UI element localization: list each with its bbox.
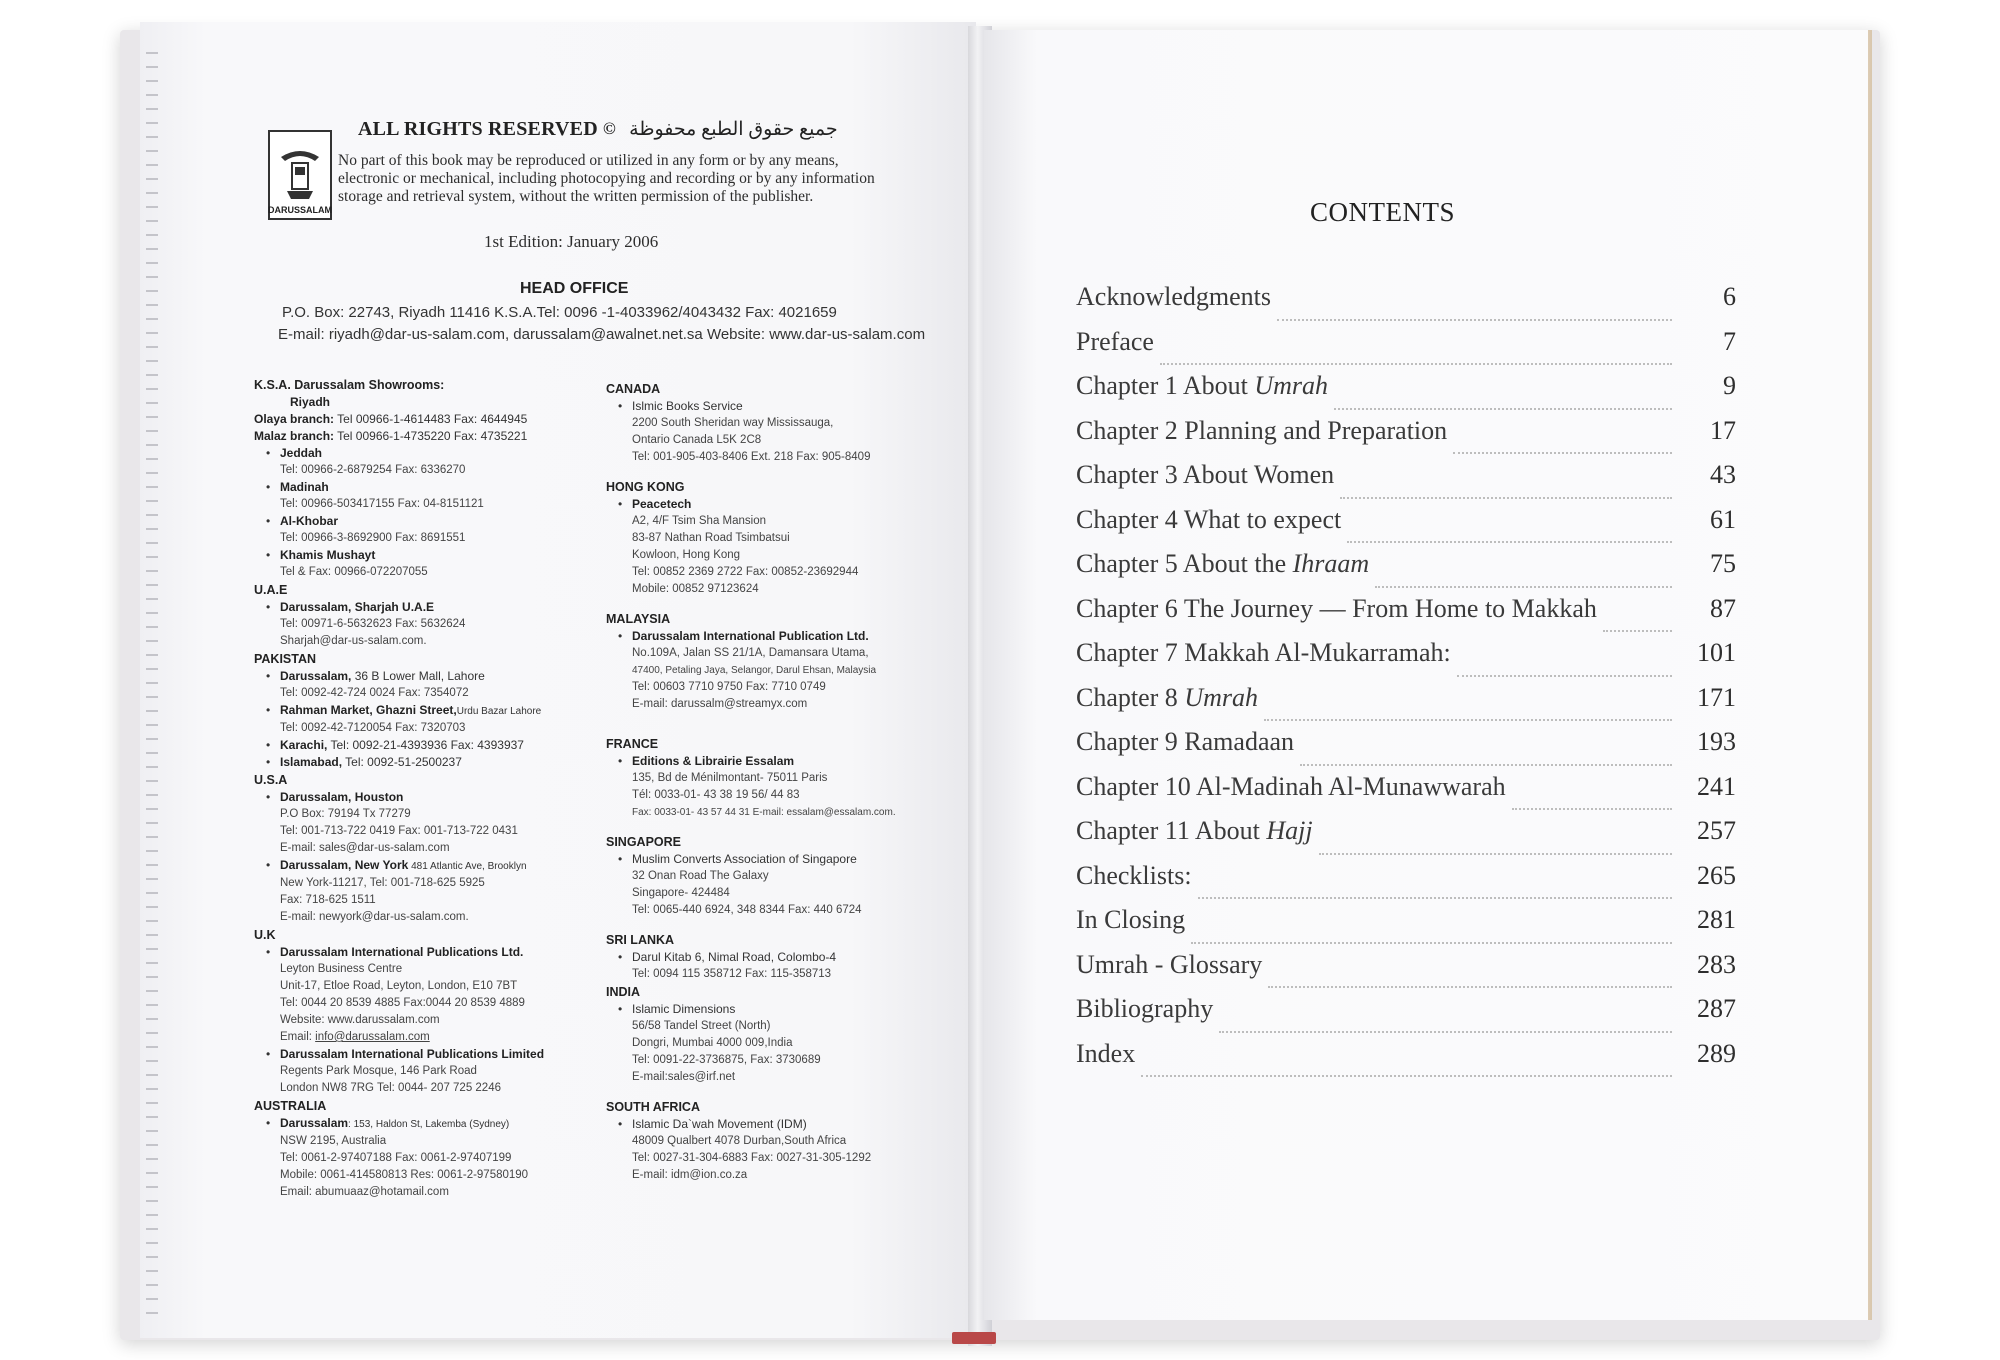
entry-name: Rahman Market, Ghazni Street, [280,703,457,717]
toc-leader-dots [1603,630,1672,632]
entry-detail: Tel: 0061-2-97407188 Fax: 0061-2-97407199 [280,1152,512,1164]
entry-detail: Dongri, Mumbai 4000 009,India [632,1037,793,1049]
olaya-branch [254,411,594,428]
entry-detail: NSW 2195, Australia [280,1135,387,1147]
entry-detail: 83-87 Nathan Road Tsimbatsui [632,532,790,544]
entry-name: Khamis Mushayt [280,548,376,562]
toc-leader-dots [1375,586,1672,588]
region-malaysia: MALAYSIA [606,612,671,626]
malaz-label: Malaz branch: [254,429,335,443]
entry-houston [254,789,594,857]
entry-detail: A2, 4/F Tsim Sha Mansion [632,515,767,527]
entry-address: 481 Atlantic Ave, Brooklyn [408,861,527,872]
entry-name: Karachi, [280,738,328,752]
toc-entry[interactable] [1076,460,1736,505]
arabic-rights-text: جميع حقوق الطبع محفوظة [629,119,838,140]
entry-name: Islmic Books Service [632,399,743,413]
toc-title-text: Checklists: [1076,860,1192,890]
toc-leader-dots [1457,675,1672,677]
entry-detail: 2200 South Sheridan way Mississauga, [632,417,834,429]
toc-entry-title [1076,905,1185,935]
toc-title-text: Chapter 9 Ramadaan [1076,727,1295,756]
entry-detail: Ontario Canada L5K 2C8 [632,434,762,446]
table-of-contents [1076,282,1736,1083]
entry-detail: Tel: 0027-31-304-6883 Fax: 0027-31-305-1292 [632,1152,872,1164]
entry-detail: Tel: 0092-51-2500237 [342,755,462,769]
toc-page-number: 257 [1697,816,1736,845]
toc-entry[interactable] [1076,638,1736,683]
toc-title-text: Chapter 3 About Women [1076,460,1335,489]
toc-title-text: Chapter 6 The Journey — From Home to Makkah [1076,593,1597,623]
entry-malaysia [606,628,936,713]
region-australia: AUSTRALIA [254,1099,327,1113]
entry-hongkong [606,496,936,598]
entry-detail: Tel: 00966-3-8692900 Fax: 8691551 [280,532,466,544]
entry-madinah [254,479,594,513]
toc-entry[interactable] [1076,1039,1736,1084]
entry-uk-limited [254,1046,594,1097]
logo-label: DARUSSALAM [268,205,332,215]
entry-detail: P.O Box: 79194 Tx 77279 [280,808,411,820]
head-office-email: E-mail: riyadh@dar-us-salam.com, darussalam@awalnet.net.sa Website: www.dar-us-salam.com [278,326,926,343]
entry-name: Darussalam [280,1116,349,1130]
toc-leader-dots [1191,942,1672,944]
toc-title-text: Chapter 7 Makkah Al-Mukarramah: [1076,638,1451,667]
toc-entry[interactable] [1076,327,1736,372]
entry-detail: Tel & Fax: 00966-072207055 [280,566,428,578]
notice-line: No part of this book may be reproduced or utilized in any form or by any means, [338,152,839,169]
toc-entry[interactable] [1076,994,1736,1039]
entry-detail: Tel: 0065-440 6924, 348 8344 Fax: 440 6724 [632,904,862,916]
entry-name: Darussalam, New York [280,858,409,872]
olaya-label: Olaya branch: [254,412,335,426]
toc-entry-title [1076,371,1328,401]
entry-sharjah [254,599,594,650]
region-india: INDIA [606,985,641,999]
entry-name: Madinah [280,480,329,494]
region-hongkong: HONG KONG [606,480,685,494]
rights-reserved [358,118,838,141]
toc-title-text: Umrah - Glossary [1076,949,1263,979]
entry-karachi [254,737,594,754]
toc-page-number: 241 [1697,771,1736,801]
region-canada: CANADA [606,382,661,396]
toc-leader-dots [1160,363,1672,365]
entry-detail: Tel: 001-713-722 0419 Fax: 001-713-722 0431 [280,825,518,837]
region-ksa: K.S.A. Darussalam Showrooms: [254,378,445,392]
entry-detail: Tel: 00852 2369 2722 Fax: 00852-23692944 [632,566,859,578]
region-france: FRANCE [606,737,659,751]
notice-line: storage and retrieval system, without the written permission of the publisher. [338,188,814,205]
entry-detail: Mobile: 0061-414580813 Res: 0061-2-97580190 [280,1169,529,1181]
toc-entry[interactable] [1076,594,1736,639]
entry-srilanka [606,949,936,983]
logo-emblem-icon [275,145,325,205]
toc-page-number: 87 [1710,593,1736,623]
toc-entry[interactable] [1076,950,1736,995]
toc-entry-title [1076,460,1334,490]
toc-entry[interactable] [1076,905,1736,950]
copyright-notice [338,152,918,206]
toc-page-number: 43 [1710,460,1736,489]
toc-title-italic: Hajj [1266,816,1313,845]
entry-email [280,1029,594,1046]
toc-title-italic: Umrah [1184,682,1258,712]
entry-detail: Tel: 0044 20 8539 4885 Fax:0044 20 8539 4889 [280,997,525,1009]
entry-detail: 56/58 Tandel Street (North) [632,1020,771,1032]
region-southafrica: SOUTH AFRICA [606,1100,700,1114]
toc-entry-title [1076,727,1294,757]
toc-entry-title [1076,638,1451,668]
toc-entry[interactable] [1076,416,1736,461]
toc-entry[interactable] [1076,505,1736,550]
toc-entry-title [1076,816,1313,846]
entry-detail: 135, Bd de Ménilmontant- 75011 Paris [632,772,828,784]
toc-entry-title [1076,549,1369,579]
toc-title-text: Chapter 1 About [1076,371,1255,400]
entry-detail: 47400, Petaling Jaya, Selangor, Darul Ehsan, Malaysia [632,665,877,676]
entry-name: Darussalam International Publications Limited [280,1047,545,1061]
toc-title-text: Bibliography [1076,994,1214,1023]
address-column-left [254,376,594,1201]
region-uk: U.K [254,928,276,942]
entry-detail: Tel: 0091-22-3736875, Fax: 3730689 [632,1054,821,1066]
entry-email: E-mail: newyork@dar-us-salam.com. [280,911,469,923]
entry-name: Islamic Da`wah Movement (IDM) [632,1117,807,1131]
entry-southafrica [606,1116,936,1184]
entry-alkhobar [254,513,594,547]
entry-singapore [606,851,936,919]
toc-entry-title [1076,861,1192,891]
address-column-right [606,380,936,1184]
entry-email: E-mail:sales@irf.net [632,1071,736,1083]
entry-detail: Tel: 00971-6-5632623 Fax: 5632624 [280,618,466,630]
entry-detail: Leyton Business Centre [280,963,403,975]
toc-leader-dots [1300,764,1672,766]
toc-page-number: 61 [1710,504,1736,534]
malaz-branch [254,428,594,445]
entry-email: Sharjah@dar-us-salam.com. [280,635,427,647]
entry-name: Jeddah [280,446,323,460]
edition-text: 1st Edition: January 2006 [484,232,659,251]
toc-leader-dots [1340,497,1672,499]
toc-page-number: 9 [1723,371,1736,400]
toc-page-number: 281 [1697,905,1736,934]
entry-name: Al-Khobar [280,514,338,528]
toc-leader-dots [1219,1031,1672,1033]
entry-detail: Tel: 00966-503417155 Fax: 04-8151121 [280,498,484,510]
toc-page-number: 287 [1697,994,1736,1023]
toc-entry-title [1076,1039,1135,1069]
toc-page-number: 289 [1697,1038,1736,1068]
entry-detail: Singapore- 424484 [632,887,730,899]
entry-name: Darul Kitab 6, Nimal Road, Colombo-4 [632,950,837,964]
entry-name: Islamic Dimensions [632,1002,736,1016]
toc-entry[interactable] [1076,549,1736,594]
toc-leader-dots [1264,719,1672,721]
toc-entry-title [1076,282,1271,312]
entry-india [606,1001,936,1086]
entry-website: Website: www.darussalam.com [280,1014,440,1026]
toc-title-text: Chapter 4 What to expect [1076,504,1342,534]
toc-entry-title [1076,683,1258,713]
toc-title-text: Chapter 10 Al-Madinah Al-Munawwarah [1076,771,1506,801]
entry-address: Urdu Bazar Lahore [456,706,542,717]
entry-name: Darussalam International Publications Ltd. [280,945,524,959]
toc-leader-dots [1141,1075,1672,1077]
entry-islamabad [254,754,594,771]
toc-entry-title [1076,772,1506,802]
entry-canada [606,398,936,466]
malaz-phone: Tel 00966-1-4735220 Fax: 4735221 [334,429,528,443]
toc-page-number: 193 [1697,727,1736,756]
entry-uk-ltd [254,944,594,1046]
entry-name: Editions & Librairie Essalam [632,754,795,768]
entry-email: E-mail: darussalm@streamyx.com [632,698,808,710]
toc-leader-dots [1347,541,1672,543]
toc-leader-dots [1268,986,1672,988]
email-link[interactable]: info@darussalam.com [315,1031,430,1043]
entry-newyork [254,857,594,926]
entry-france [606,753,936,821]
entry-name: Darussalam International Publication Ltd. [632,629,869,643]
toc-leader-dots [1277,319,1672,321]
region-singapore: SINGAPORE [606,835,682,849]
toc-entry[interactable] [1076,371,1736,416]
entry-detail: Tel: 001-905-403-8406 Ext. 218 Fax: 905-8409 [632,451,871,463]
city-riyadh: Riyadh [290,395,331,409]
toc-title-text: Chapter 5 About the [1076,549,1293,578]
entry-detail: Tel: 0092-42-7120054 Fax: 7320703 [280,722,466,734]
entry-detail: Mobile: 00852 97123624 [632,583,759,595]
entry-detail: Regents Park Mosque, 146 Park Road [280,1065,477,1077]
copyright-symbol: © [603,119,616,138]
entry-email: Email: abumuaaz@hotamail.com [280,1186,449,1198]
entry-detail: Tel: 0094 115 358712 Fax: 115-358713 [632,968,832,980]
entry-detail: Tél: 0033-01- 43 38 19 56/ 44 83 [632,789,800,801]
toc-entry[interactable] [1076,683,1736,728]
notice-line: electronic or mechanical, including photocopying and recording or by any information [338,170,875,187]
toc-title-text: Acknowledgments [1076,282,1271,311]
entry-address: 36 B Lower Mall, Lahore [351,669,485,683]
entry-detail: Tel: 00603 7710 9750 Fax: 7710 0749 [632,681,826,693]
entry-detail: Tel: 00966-2-6879254 Fax: 6336270 [280,464,466,476]
toc-leader-dots [1453,452,1672,454]
entry-detail: No.109A, Jalan SS 21/1A, Damansara Utama, [632,647,869,659]
toc-entry-title [1076,505,1341,535]
toc-entry-title [1076,994,1213,1024]
entry-email: E-mail: idm@ion.co.za [632,1169,748,1181]
toc-page-number: 171 [1697,682,1736,712]
entry-detail: Tel: 0092-21-4393936 Fax: 4393937 [327,738,524,752]
entry-name: Darussalam, Houston [280,790,404,804]
toc-entry-title [1076,327,1154,357]
toc-page-number: 17 [1710,415,1736,445]
toc-leader-dots [1512,808,1672,810]
toc-title-text: Preface [1076,326,1154,356]
toc-title-italic: Ihraam [1292,549,1370,578]
entry-detail: Fax: 0033-01- 43 57 44 31 E-mail: essalam@essalam.com. [632,807,896,818]
entry-name: Islamabad, [280,755,343,769]
toc-entry[interactable] [1076,861,1736,906]
toc-entry-title [1076,950,1262,980]
contents-title: CONTENTS [1310,197,1455,227]
region-pakistan: PAKISTAN [254,652,317,666]
region-usa: U.S.A [254,773,288,787]
darussalam-logo-icon [268,130,332,220]
toc-title-text: Chapter 8 [1076,682,1185,712]
toc-title-text: Chapter 11 About [1076,816,1267,845]
olaya-phone: Tel 00966-1-4614483 Fax: 4644945 [334,412,528,426]
toc-page-number: 101 [1697,638,1736,667]
toc-entry[interactable] [1076,772,1736,817]
binding-stitches [146,40,158,1320]
entry-address: : 153, Haldon St, Lakemba (Sydney) [348,1119,510,1130]
rights-text: ALL RIGHTS RESERVED [358,118,598,140]
bookmark-ribbon [952,1332,996,1344]
entry-detail: Tel: 0092-42-724 0024 Fax: 7354072 [280,687,469,699]
entry-jeddah [254,445,594,479]
toc-title-italic: Umrah [1254,371,1329,400]
toc-page-number: 75 [1710,549,1736,578]
toc-page-number: 265 [1697,860,1736,890]
toc-page-number: 283 [1697,949,1736,979]
region-srilanka: SRI LANKA [606,933,675,947]
toc-title-text: In Closing [1076,905,1186,934]
toc-entry[interactable] [1076,727,1736,772]
entry-detail: New York-11217, Tel: 001-718-625 5925 [280,877,485,889]
toc-leader-dots [1334,408,1672,410]
entry-rahman [254,702,594,737]
toc-leader-dots [1319,853,1672,855]
toc-page-number: 6 [1723,282,1736,311]
entry-detail: Fax: 718-625 1511 [280,894,376,906]
region-uae: U.A.E [254,583,288,597]
toc-title-text: Index [1076,1038,1136,1068]
entry-australia [254,1115,594,1201]
head-office-address: P.O. Box: 22743, Riyadh 11416 K.S.A.Tel: 0096 -1-4033962/4043432 Fax: 4021659 [282,304,837,321]
entry-name: Darussalam, [280,669,352,683]
entry-name: Peacetech [632,497,692,511]
entry-khamis [254,547,594,581]
entry-name: Darussalam, Sharjah U.A.E [280,600,435,614]
entry-lahore [254,668,594,702]
toc-entry-title [1076,416,1447,446]
toc-title-text: Chapter 2 Planning and Preparation [1076,415,1448,445]
entry-name: Muslim Converts Association of Singapore [632,852,857,866]
entry-detail: London NW8 7RG Tel: 0044- 207 725 2246 [280,1082,501,1094]
email-label: Email: [280,1031,316,1043]
entry-detail: 48009 Qualbert 4078 Durban,South Africa [632,1135,847,1147]
head-office-title: HEAD OFFICE [520,280,629,297]
toc-leader-dots [1198,897,1672,899]
toc-entry[interactable] [1076,816,1736,861]
entry-email: E-mail: sales@dar-us-salam.com [280,842,450,854]
toc-entry[interactable] [1076,282,1736,327]
entry-detail: Kowloon, Hong Kong [632,549,741,561]
toc-page-number: 7 [1723,326,1736,356]
toc-entry-title [1076,594,1597,624]
entry-detail: 32 Onan Road The Galaxy [632,870,769,882]
entry-detail: Unit-17, Etloe Road, Leyton, London, E10 7BT [280,980,518,992]
